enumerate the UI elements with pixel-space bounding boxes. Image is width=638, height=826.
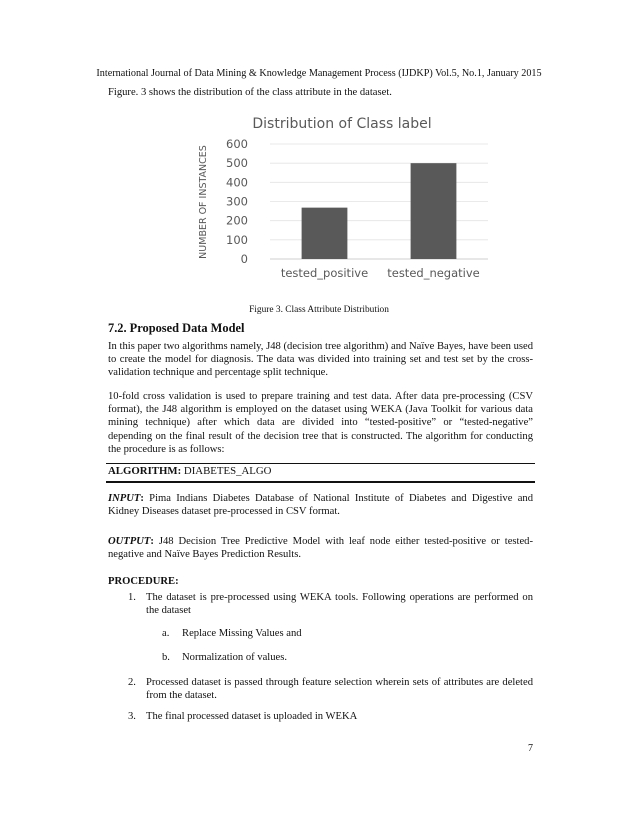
section-paragraph-2: 10-fold cross validation is used to prepare training and test data. After data pre-processing (CSV format), the J48 algorithm is employed on the dataset using WEKA (Java Toolkit for various data mining technique) after which data are divided into “tested-positive” or “tested-negative” depending on the final result of the decision tree that is constructed. The algorithm for conducting the procedure is as follows:	[108, 391, 533, 455]
bar-tested_negative	[411, 163, 457, 259]
section-title: 7.2. Proposed Data Model	[108, 321, 245, 335]
x-category-label: tested_negative	[387, 266, 480, 280]
substep-text: Replace Missing Values and	[182, 628, 302, 639]
algorithm-heading	[108, 465, 271, 477]
step-number: 2.	[128, 677, 136, 688]
input-text: Pima Indians Diabetes Database of National Institute of Diabetes and Digestive and Kidney Diseases dataset pre-processed in CSV format.	[108, 493, 533, 518]
algorithm-bottom-rule	[106, 481, 535, 483]
bar-tested_positive	[302, 208, 348, 259]
substep-number: b.	[162, 652, 170, 663]
chart-title: Distribution of Class label	[252, 116, 432, 132]
algorithm-top-rule	[106, 463, 535, 464]
intro-paragraph: Figure. 3 shows the distribution of the class attribute in the dataset.	[108, 87, 392, 98]
algorithm-input: INPUT: Pima Indians Diabetes Database of National Institute of Diabetes and Digestive and Kidney Diseases dataset pre-processed in CSV format.	[108, 493, 533, 518]
output-text: J48 Decision Tree Predictive Model with leaf node either tested-positive or tested-negative and Naïve Bayes Prediction Results.	[108, 536, 533, 561]
step-text: The final processed dataset is uploaded in WEKA	[146, 711, 358, 722]
step-text: Processed dataset is passed through feature selection wherein sets of attributes are deleted from the dataset.	[146, 677, 533, 702]
procedure-step-2	[128, 676, 533, 702]
step-number: 1.	[128, 592, 136, 603]
class-distribution-chart	[190, 108, 490, 296]
algorithm-label: ALGORITHM:	[108, 465, 182, 477]
input-label: INPUT	[108, 493, 141, 504]
x-category-label: tested_positive	[280, 266, 369, 280]
y-tick-label: 300	[226, 194, 248, 209]
y-tick-label: 200	[226, 213, 248, 228]
procedure-step-1	[128, 591, 533, 617]
substep-text: Normalization of values.	[182, 652, 288, 663]
step-number: 3.	[128, 711, 136, 722]
step-text: The dataset is pre-processed using WEKA tools. Following operations are performed on the dataset	[146, 592, 533, 617]
y-tick-label: 400	[226, 175, 248, 190]
procedure-step-3	[128, 710, 533, 723]
procedure-substep-b	[162, 652, 287, 663]
section-paragraph-1: In this paper two algorithms namely, J48 (decision tree algorithm) and Naïve Bayes, have been used to create the model for diagnosis. The data was divided into training set and test set by the cross-validation technique and percentage split technique.	[108, 341, 533, 379]
journal-header: International Journal of Data Mining & Knowledge Management Process (IJDKP) Vol.5, No.1, January 2015	[96, 68, 542, 79]
procedure-substep-a	[162, 628, 302, 639]
y-axis-label: NUMBER OF INSTANCES	[198, 145, 209, 259]
output-label: OUTPUT	[108, 536, 151, 547]
figure-caption: Figure 3. Class Attribute Distribution	[249, 305, 389, 315]
algorithm-name: DIABETES_ALGO	[183, 465, 272, 477]
procedure-label: PROCEDURE:	[108, 576, 179, 587]
substep-number: a.	[162, 628, 170, 639]
y-tick-label: 0	[240, 252, 248, 266]
y-tick-label: 100	[226, 232, 248, 247]
y-tick-label: 600	[226, 137, 248, 151]
algorithm-output: OUTPUT: J48 Decision Tree Predictive Model with leaf node either tested-positive or tested-negative and Naïve Bayes Prediction Results.	[108, 536, 533, 561]
page-number: 7	[528, 743, 533, 754]
y-tick-label: 500	[226, 156, 248, 171]
